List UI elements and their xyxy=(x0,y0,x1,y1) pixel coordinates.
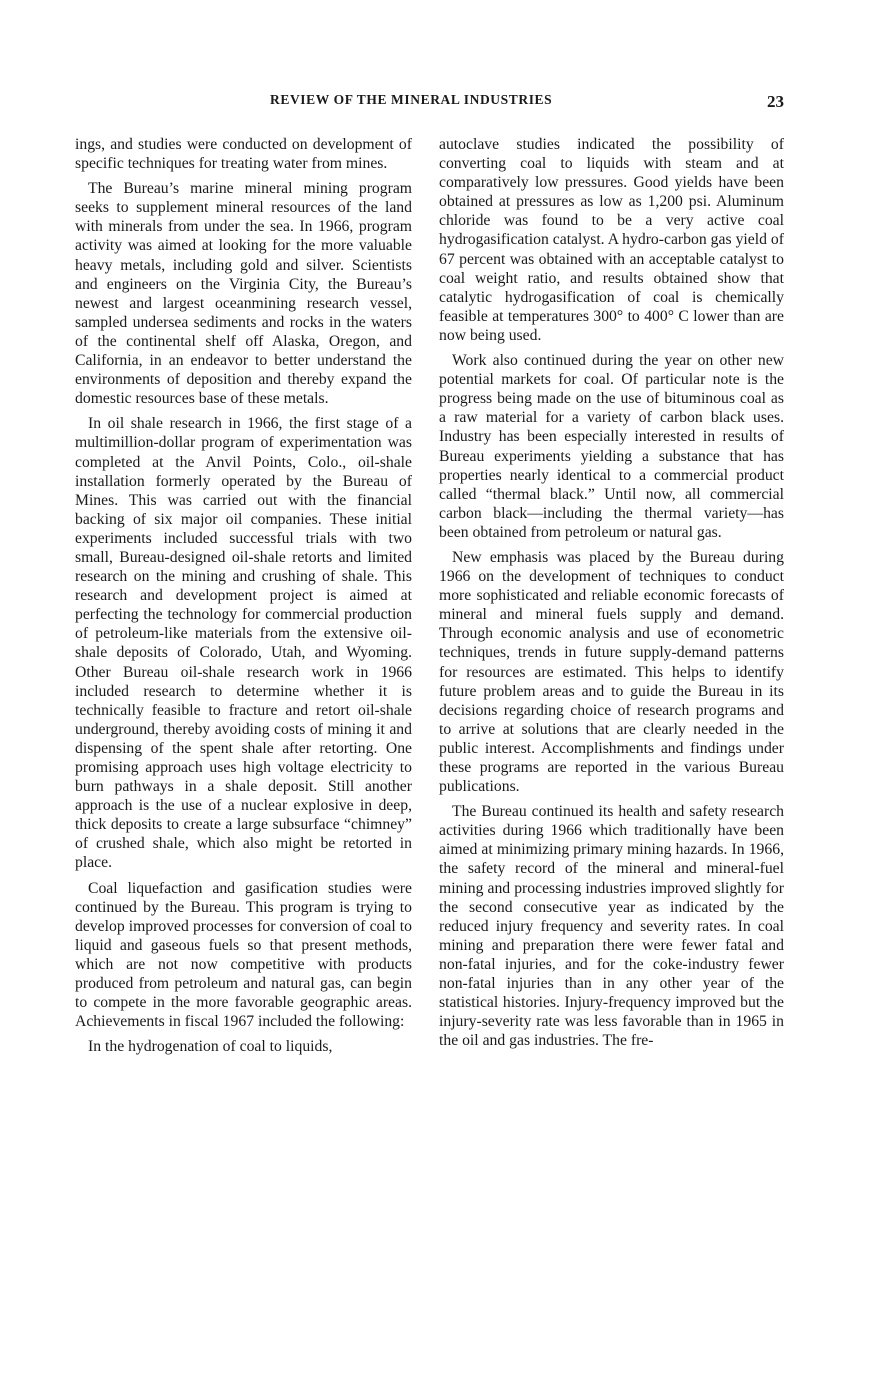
paragraph: Coal liquefaction and gasification studies were continued by the Bureau. This program is trying to develop improved processes for conversion of coal to liquid and gaseous fuels so that present methods, which are not now competitive with products produced from petroleum and natural gas, can begin to compete in the more favorable geographic areas. Achievements in fiscal 1967 included the following: xyxy=(75,879,412,1031)
paragraph: New emphasis was placed by the Bureau during 1966 on the development of techniques to conduct more sophisticated and reliable economic forecasts of mineral and mineral fuels supply and demand. Through economic analysis and use of econometric techniques, trends in future supply-demand patterns for resources are estimated. This helps to identify future problem areas and to guide the Bureau in its decisions regarding choice of research programs and to arrive at solutions that are clearly needed in the public interest. Accomplishments and findings under these programs are reported in the various Bureau publications. xyxy=(439,548,784,796)
paragraph: In oil shale research in 1966, the first stage of a multimillion-dollar program of experimentation was completed at the Anvil Points, Colo., oil-shale installation formerly operated by the Bureau of Mines. This was carried out with the financial backing of six major oil companies. These initial experiments included successful trials with two small, Bureau-designed oil-shale retorts and limited research on the mining and crushing of shale. This research and development project is aimed at perfecting the technology for commercial production of petroleum-like materials from the extensive oil-shale deposits of Colorado, Utah, and Wyoming. Other Bureau oil-shale research work in 1966 included research to determine whether it is technically feasible to fracture and retort oil-shale underground, thereby avoiding costs of mining it and dispensing of the spent shale after retorting. One promising approach uses high voltage electricity to burn pathways in a shale deposit. Still another approach is the use of a nuclear explosive in deep, thick deposits to create a large subsurface “chimney” of crushed shale, which also might be retorted in place. xyxy=(75,415,412,872)
paragraph: The Bureau continued its health and safety research activities during 1966 which traditionally have been aimed at minimizing primary mining hazards. In 1966, the safety record of the mineral and mineral-fuel mining and processing industries improved slightly for the second consecutive year as indicated by the reduced injury frequency and severity rates. In coal mining and preparation there were fewer fatal and non-fatal injuries, and for the coke-industry fewer non-fatal injuries than in any other year of the statistical histories. Injury-frequency improved but the injury-severity rate was less favorable than in 1965 in the oil and gas industries. The fre- xyxy=(439,803,784,1050)
paragraph: In the hydrogenation of coal to liquids, xyxy=(88,1038,333,1056)
paragraph: The Bureau’s marine mineral mining program seeks to supplement mineral resources of the land with minerals from under the sea. In 1966, program activity was aimed at looking for the more valuable heavy metals, including gold and silver. Scientists and engineers on the Virginia City, the Bureau’s newest and largest oceanmining research vessel, sampled undersea sediments and rocks in the waters of the continental shelf off Alaska, Oregon, and California, in an endeavor to better understand the environments of deposition and thereby expand the domestic resources base of these metals. xyxy=(75,180,412,408)
paragraph: autoclave studies indicated the possibility of converting coal to liquids with steam and at comparatively low pressures. Good yields have been obtained at pressures as low as 1,200 psi. Aluminum chloride was found to be a very active coal hydrogasification catalyst. A hydro-carbon gas yield of 67 percent was obtained with an acceptable catalyst to coal weight ratio, and results obtained show that catalytic hydrogasification of coal is chemically feasible at temperatures 300° to 400° C lower than are now being used. xyxy=(439,136,784,344)
paragraph: Work also continued during the year on other new potential markets for coal. Of particular note is the progress being made on the use of bituminous coal as a raw material for a variety of carbon black uses. Industry has been especially interested in results of Bureau experiments yielding a substance that has properties nearly identical to a commercial product called “thermal black.” Until now, all commercial carbon black—including the thermal variety—has been obtained from petroleum or natural gas. xyxy=(439,352,784,541)
right-column xyxy=(439,135,784,1056)
paragraph: ings, and studies were conducted on development of specific techniques for treating water from mines. xyxy=(75,136,412,173)
page-number: 23 xyxy=(767,92,784,111)
running-head: REVIEW OF THE MINERAL INDUSTRIES xyxy=(270,92,553,107)
left-column xyxy=(75,135,412,1062)
